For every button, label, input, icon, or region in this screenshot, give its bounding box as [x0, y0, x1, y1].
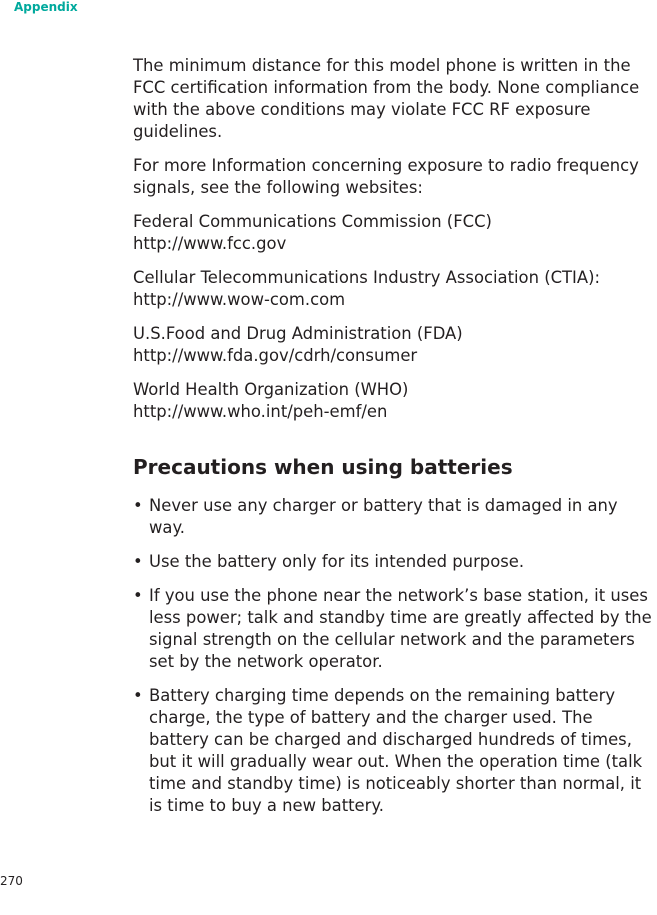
- website-fcc: [133, 211, 657, 255]
- list-item: [133, 495, 657, 539]
- website-org: U.S.Food and Drug Administration (FDA): [133, 324, 463, 343]
- list-item-text: Never use any charger or battery that is damaged in any way.: [149, 496, 618, 537]
- website-url: http://www.who.int/peh-emf/en: [133, 402, 388, 421]
- intro-paragraph-2: For more Information concerning exposure to radio frequency signals, see the following websites:: [133, 156, 639, 197]
- list-item-text: Battery charging time depends on the remaining battery charge, the type of battery and the charger used. The battery can be charged and discharged hundreds of times, but it will gradually wear out. When the operation time (talk time and standby time) is noticeably shorter than normal, it is time to buy a new battery.: [149, 686, 643, 815]
- list-item: [133, 551, 657, 573]
- list-item-text: If you use the phone near the network’s base station, it uses less power; talk and standby time are greatly affected by the signal strength on the cellular network and the parameters set by the network operator.: [149, 586, 652, 671]
- section-heading: Precautions when using batteries: [133, 455, 513, 479]
- website-ctia: [133, 267, 657, 311]
- list-item: [133, 585, 657, 673]
- bullet-glyph: •: [133, 686, 143, 705]
- bullet-glyph: •: [133, 496, 143, 515]
- website-org: World Health Organization (WHO): [133, 380, 409, 399]
- website-url: http://www.wow-com.com: [133, 290, 346, 309]
- intro-paragraph-1: The minimum distance for this model phone is written in the FCC certification information from the body. None compliance with the above conditions may violate FCC RF exposure guidelines.: [133, 56, 640, 141]
- website-url: http://www.fcc.gov: [133, 234, 287, 253]
- bullet-glyph: •: [133, 586, 143, 605]
- website-url: http://www.fda.gov/cdrh/consumer: [133, 346, 418, 365]
- bullet-glyph: •: [133, 552, 143, 571]
- page-content: [133, 55, 657, 829]
- website-org: Federal Communications Commission (FCC): [133, 212, 492, 231]
- page-number: 270: [0, 874, 23, 888]
- website-fda: [133, 323, 657, 367]
- website-who: [133, 379, 657, 423]
- running-head: Appendix: [14, 0, 78, 14]
- website-org: Cellular Telecommunications Industry Association (CTIA):: [133, 268, 601, 287]
- list-item: [133, 685, 657, 817]
- list-item-text: Use the battery only for its intended purpose.: [149, 552, 525, 571]
- precautions-list: [133, 495, 657, 817]
